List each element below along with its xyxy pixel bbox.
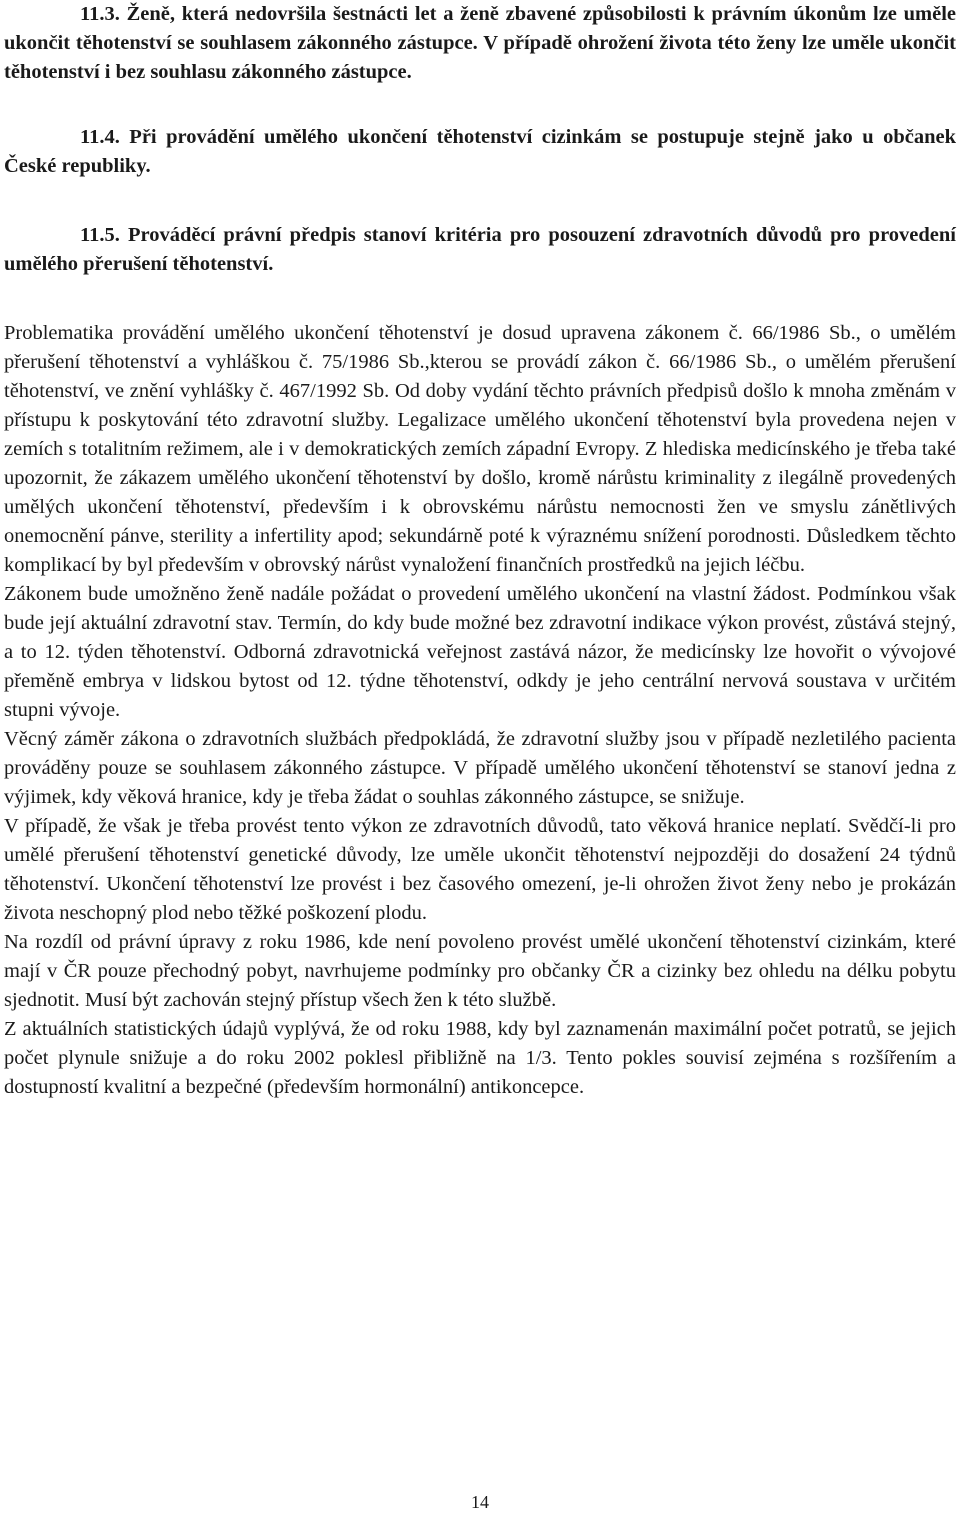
document-page [4, 0, 956, 1102]
paragraph-6: Z aktuálních statistických údajů vyplývá, že od roku 1988, kdy byl zaznamenán maximální počet potratů, se jejich počet plynule snižuje a do roku 2002 poklesl přibližně na 1/3. Tento pokles souvisí zejména s rozšířením a dostupností kvalitní a bezpečné (především hormonální) antikoncepce. [4, 1018, 956, 1098]
paragraph-2: Zákonem bude umožněno ženě nadále požádat o provedení umělého ukončení na vlastní žádost. Podmínkou však bude její aktuální zdravotní stav. Termín, do kdy bude možné bez zdravotní indikace výkon provést, zůstává stejný, a to 12. týden těhotenství. Odborná zdravotnická veřejnost zastává názor, že medicínsky lze hovořit o vývojové přeměně embrya v lidskou bytost od 12. týdne těhotenství, odkdy je jeho centrální nervová soustava v určitém stupni vývoje. [4, 583, 956, 721]
page-number: 14 [471, 1492, 489, 1512]
paragraph-5: Na rozdíl od právní úpravy z roku 1986, kde není povoleno provést umělé ukončení těhotenství cizinkám, které mají v ČR pouze přechodný pobyt, navrhujeme podmínky pro občanky ČR a cizinky bez ohledu na délku pobytu sjednotit. Musí být zachován stejný přístup všech žen k této službě. [4, 931, 956, 1011]
section-11-5: 11.5. Prováděcí právní předpis stanoví kritéria pro posouzení zdravotních důvodů pro provedení umělého přerušení těhotenství. [4, 224, 956, 275]
paragraph-3: Věcný záměr zákona o zdravotních službách předpokládá, že zdravotní služby jsou v případě nezletilého pacienta prováděny pouze se souhlasem zákonného zástupce. V případě umělého ukončení těhotenství se stanoví jedna z výjimek, kdy věková hranice, kdy je třeba žádat o souhlas zákonného zástupce, se snižuje. [4, 728, 956, 808]
paragraph-1: Problematika provádění umělého ukončení těhotenství je dosud upravena zákonem č. 66/1986 Sb., o umělém přerušení těhotenství a vyhláškou č. 75/1986 Sb.,kterou se provádí zákon č. 66/1986 Sb., o umělém přerušení těhotenství, ve znění vyhlášky č. 467/1992 Sb. Od doby vydání těchto právních předpisů došlo k mnoha změnám v přístupu k poskytování této zdravotní služby. Legalizace umělého ukončení těhotenství byla provedena nejen v zemích s totalitním režimem, ale i v demokratických zemích západní Evropy. Z hlediska medicínského je třeba také upozornit, že zákazem umělého ukončení těhotenství by došlo, kromě nárůstu kriminality z ilegálně provedených umělých ukončení těhotenství, především i k obrovskému nárůstu nemocnosti žen ve smyslu zánětlivých onemocnění pánve, sterility a infertility apod; sekundárně poté k výraznému snížení porodnosti. Důsledkem těchto komplikací by byl především v obrovský nárůst vynaložení finančních prostředků na jejich léčbu. [4, 322, 956, 576]
section-11-4: 11.4. Při provádění umělého ukončení těhotenství cizinkám se postupuje stejně jako u občanek České republiky. [4, 126, 956, 177]
paragraph-4: V případě, že však je třeba provést tento výkon ze zdravotních důvodů, tato věková hranice neplatí. Svědčí-li pro umělé přerušení těhotenství genetické důvody, lze uměle ukončit těhotenství nejpozději do dosažení 24 týdnů těhotenství. Ukončení těhotenství lze provést i bez časového omezení, je-li ohrožen život ženy nebo je prokázán života neschopný plod nebo těžké poškození plodu. [4, 815, 956, 924]
section-11-3: 11.3. Ženě, která nedovršila šestnácti let a ženě zbavené způsobilosti k právním úkonům lze uměle ukončit těhotenství se souhlasem zákonného zástupce. V případě ohrožení života této ženy lze uměle ukončit těhotenství i bez souhlasu zákonného zástupce. [4, 3, 956, 83]
